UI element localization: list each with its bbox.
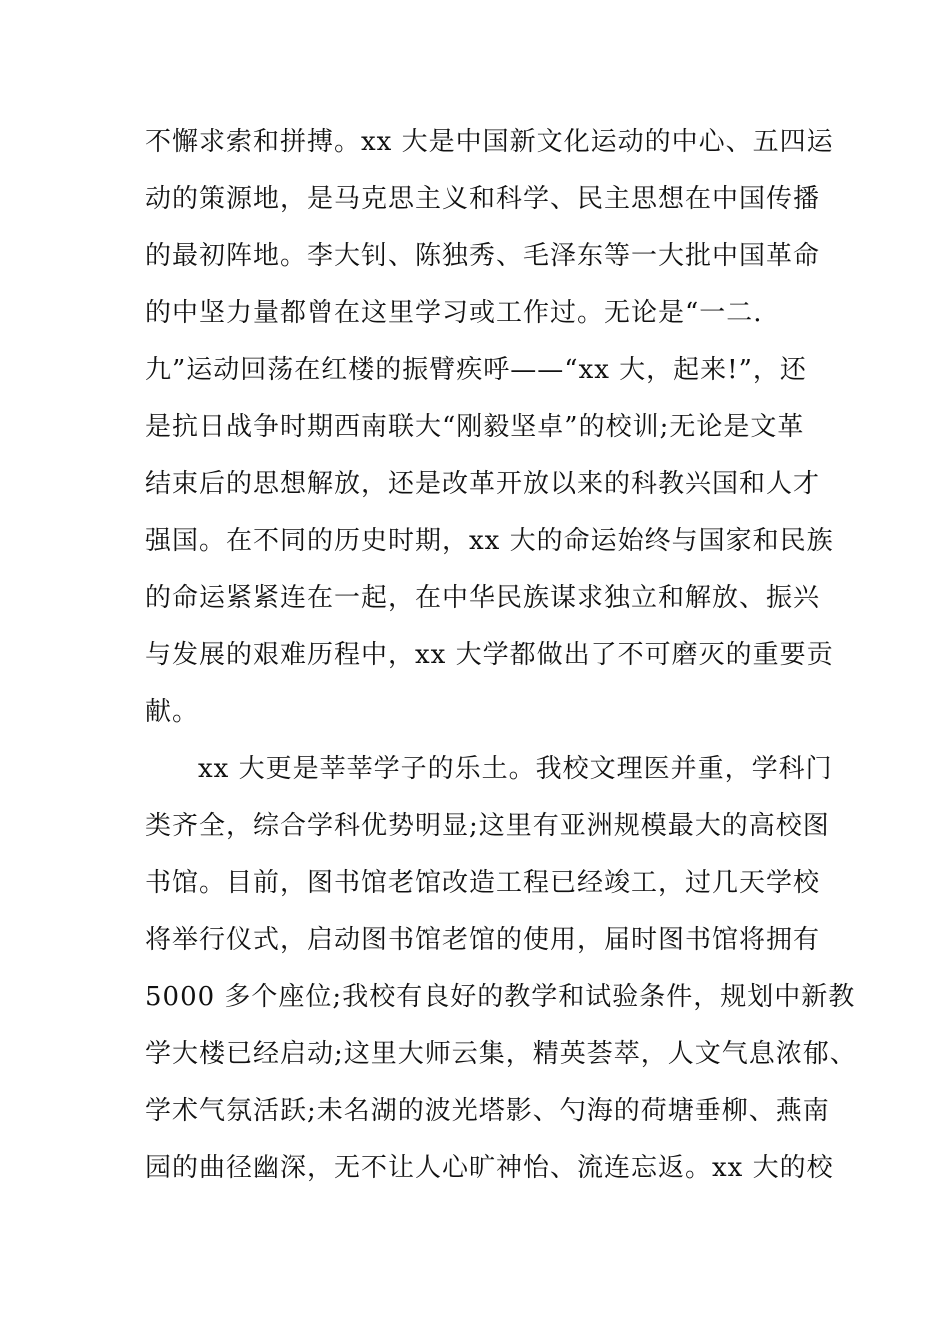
- text-line: 5000 多个座位;我校有良好的教学和试验条件，规划中新教: [145, 982, 856, 1012]
- text-line: 将举行仪式，启动图书馆老馆的使用，届时图书馆将拥有: [145, 925, 821, 955]
- text-line: 学术气氛活跃;未名湖的波光塔影、勺海的荷塘垂柳、燕南: [145, 1096, 830, 1126]
- text-line: 的中坚力量都曾在这里学习或工作过。无论是“一二.: [145, 298, 763, 328]
- text-line: 的最初阵地。李大钊、陈独秀、毛泽东等一大批中国革命: [145, 241, 821, 271]
- text-line: 学大楼已经启动;这里大师云集，精英荟萃，人文气息浓郁、: [145, 1039, 857, 1069]
- text-line: 书馆。目前，图书馆老馆改造工程已经竣工，过几天学校: [145, 868, 821, 898]
- text-line: 类齐全，综合学科优势明显;这里有亚洲规模最大的高校图: [145, 811, 830, 841]
- text-line: 是抗日战争时期西南联大“刚毅坚卓”的校训;无论是文革: [145, 412, 805, 442]
- text-line: 结束后的思想解放，还是改革开放以来的科教兴国和人才: [145, 469, 821, 499]
- text-line: 不懈求索和拼搏。xx 大是中国新文化运动的中心、五四运: [145, 127, 834, 157]
- text-line: 动的策源地，是马克思主义和科学、民主思想在中国传播: [145, 184, 821, 214]
- text-line: 献。: [145, 697, 200, 727]
- text-line: 的命运紧紧连在一起，在中华民族谋求独立和解放、振兴: [145, 583, 821, 613]
- text-line: 与发展的艰难历程中，xx 大学都做出了不可磨灭的重要贡: [145, 640, 834, 670]
- text-line: 园的曲径幽深，无不让人心旷神怡、流连忘返。xx 大的校: [145, 1153, 834, 1183]
- paragraph-first-line: xx 大更是莘莘学子的乐土。我校文理医并重，学科门: [198, 754, 833, 784]
- text-line: 九”运动回荡在红楼的振臂疾呼——“xx 大，起来!”，还: [145, 355, 807, 385]
- text-line: 强国。在不同的历史时期，xx 大的命运始终与国家和民族: [145, 526, 834, 556]
